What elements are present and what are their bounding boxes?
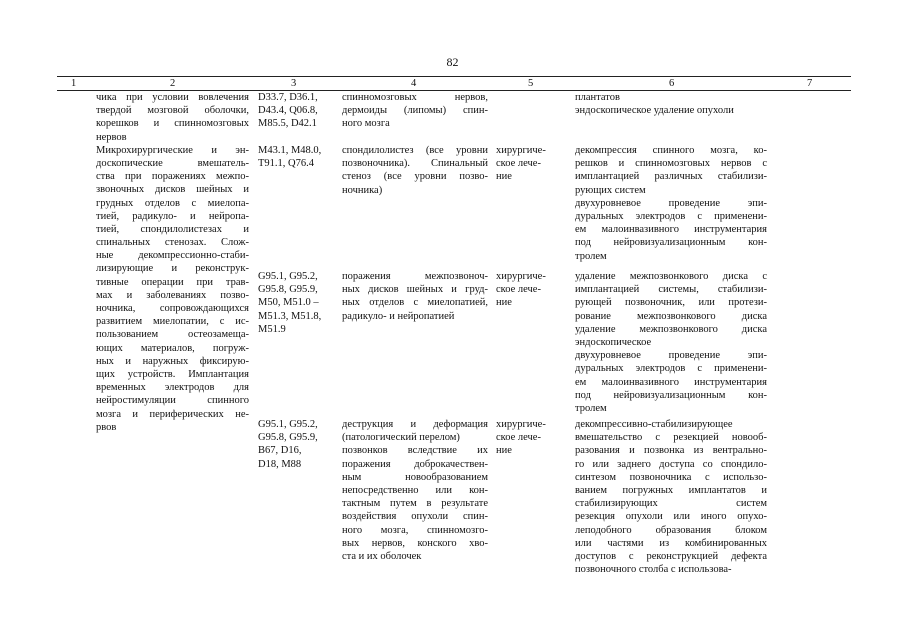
text-line: M50, M51.0 –: [258, 297, 319, 309]
col2-method-description: [96, 91, 249, 434]
text-line: под нейровизуализационным кон-: [575, 389, 767, 401]
text-line: стеноз (все уровни позво-: [342, 171, 488, 183]
col5-treatment-c: [496, 270, 564, 310]
text-line: щих устройств. Имплантация: [96, 368, 249, 380]
text-line: двухуровневое проведение эпи-: [575, 350, 767, 362]
text-line: (патологический перелом): [342, 432, 460, 444]
col4-patient-model-d: [342, 418, 488, 563]
text-line: поражения межпозвоноч-: [342, 271, 488, 282]
text-line: имплантацией различных стабилизи-: [575, 171, 767, 183]
text-line: или частями из комбинированных: [575, 537, 767, 549]
text-line: тией, спондилолистезах и: [96, 223, 249, 235]
col6-method-c: [575, 270, 767, 415]
text-line: решков и спинномозговых нервов с: [575, 158, 767, 170]
text-line: спинномозговых нервов,: [342, 92, 488, 103]
text-line: позвоночника). Спинальный: [342, 158, 488, 170]
text-line: рующей позвоночник, или протези-: [575, 297, 767, 309]
col3-codes-c: [258, 270, 334, 336]
col6-method-b: [575, 144, 767, 263]
col4-patient-model-b: [342, 144, 488, 197]
header-col-2: 2: [170, 78, 176, 89]
text-line: G95.8, G95.9,: [258, 432, 318, 444]
text-line: радикуло- и нейропатией: [342, 310, 455, 322]
text-line: G95.1, G95.2,: [258, 419, 318, 430]
text-line: леподобного образования блоком: [575, 524, 767, 536]
text-line: спинальных стенозах. Слож-: [96, 237, 249, 249]
header-col-6: 6: [669, 78, 675, 89]
text-line: нейростимуляции спинного: [96, 395, 249, 407]
text-line: ного мозга, спинномозго-: [342, 524, 488, 536]
text-line: тактным путем в результате: [342, 498, 488, 510]
text-line: рование межпозвонкового диска: [575, 310, 767, 322]
text-line: M51.3, M51.8,: [258, 310, 322, 322]
text-line: ные декомпрессионно-стаби-: [96, 250, 249, 262]
text-line: M43.1, M48.0,: [258, 145, 322, 156]
text-line: ночника): [342, 184, 383, 196]
text-line: ванием погружных имплантатов и: [575, 484, 767, 496]
text-line: позвонков вследствие их: [342, 445, 488, 457]
text-line: ющих материалов, погруж-: [96, 342, 249, 354]
text-line: декомпрессия спинного мозга, ко-: [575, 145, 767, 156]
text-line: ние: [496, 445, 512, 457]
text-line: хирургиче-: [496, 271, 546, 282]
text-line: воздействия опухоли спин-: [342, 511, 488, 523]
text-line: дуральных электродов с применени-: [575, 363, 767, 375]
text-line: M85.5, D42.1: [258, 118, 317, 130]
header-col-3: 3: [291, 78, 297, 89]
text-line: двухуровневое проведение эпи-: [575, 197, 767, 209]
text-line: ным новообразованием: [342, 471, 488, 483]
col3-codes-b: [258, 144, 334, 170]
text-line: дермоиды (липомы) спин-: [342, 105, 488, 117]
text-line: плантатов: [575, 92, 620, 103]
text-line: ных и наружных фиксирую-: [96, 355, 249, 367]
text-line: рующих систем: [575, 184, 646, 196]
header-col-1: 1: [71, 78, 77, 89]
text-line: декомпрессивно-стабилизирующее: [575, 419, 733, 430]
header-col-7: 7: [807, 78, 813, 89]
col3-codes-a: [258, 91, 334, 131]
text-line: развитием миелопатии, с ис-: [96, 316, 249, 328]
text-line: синтезом позвоночника с использо-: [575, 471, 767, 483]
text-line: непосредственно или кон-: [342, 484, 488, 496]
text-line: ское лече-: [496, 284, 541, 296]
text-line: T91.1, Q76.4: [258, 158, 314, 170]
text-line: эндоскопическое удаление опухоли: [575, 105, 734, 117]
text-line: поражения доброкачествен-: [342, 458, 488, 470]
text-line: ства при поражениях межпо-: [96, 171, 249, 183]
col5-treatment-b: [496, 144, 564, 184]
text-line: чика при условии вовлечения: [96, 92, 249, 103]
text-line: хирургиче-: [496, 419, 546, 430]
text-line: D33.7, D36.1,: [258, 92, 318, 103]
text-line: ночника, сопровождающихся: [96, 303, 249, 314]
text-line: G95.8, G95.9,: [258, 284, 318, 296]
header-col-4: 4: [411, 78, 417, 89]
text-line: разования и позвонка из вентрально-: [575, 445, 767, 457]
col3-codes-d: [258, 418, 334, 471]
text-line: доскопические вмешатель-: [96, 157, 249, 169]
text-line: G95.1, G95.2,: [258, 271, 318, 282]
text-line: имплантацией системы, стабилизи-: [575, 284, 767, 296]
col4-patient-model-a: [342, 91, 488, 131]
text-line: B67, D16,: [258, 445, 302, 457]
col4-patient-model-c: [342, 270, 488, 323]
text-line: позвоночного столба с использова-: [575, 564, 732, 576]
text-line: ных отделов с миелопатией,: [342, 297, 488, 309]
text-line: го или заднего доступа со спондило-: [575, 458, 767, 470]
text-line: грудных отделов с миелопа-: [96, 197, 249, 209]
text-line: удаление межпозвонкового диска: [575, 323, 767, 335]
text-line: ние: [496, 297, 512, 309]
text-line: тролем: [575, 402, 607, 414]
text-line: ста и их оболочек: [342, 550, 422, 562]
header-col-5: 5: [528, 78, 534, 89]
text-line: тивные операции при трав-: [96, 276, 249, 288]
text-line: ных дисков шейных и груд-: [342, 284, 488, 296]
text-line: звоночных дисков шейных и: [96, 184, 249, 196]
text-line: доступов с реконструкцией дефекта: [575, 550, 767, 562]
text-line: ем малоинвазивного инструментария: [575, 224, 767, 236]
text-line: стабилизирующих систем: [575, 498, 767, 510]
text-line: под нейровизуализационным кон-: [575, 237, 767, 249]
text-line: вмешательство с резекцией новооб-: [575, 432, 767, 444]
text-line: ние: [496, 171, 512, 183]
text-line: тролем: [575, 250, 607, 262]
text-line: тией, радикуло- и нейропа-: [96, 210, 249, 222]
text-line: ское лече-: [496, 158, 541, 170]
text-line: эндоскопическое: [575, 336, 652, 348]
text-line: дуральных электродов с применени-: [575, 210, 767, 222]
text-line: мах и заболеваниях позво-: [96, 289, 249, 301]
text-line: рвов: [96, 421, 117, 433]
text-line: ское лече-: [496, 432, 541, 444]
text-line: спондилолистез (все уровни: [342, 145, 488, 156]
col6-method-a: [575, 91, 767, 117]
text-line: D43.4, Q06.8,: [258, 105, 318, 117]
text-line: хирургиче-: [496, 145, 546, 156]
text-line: M51.9: [258, 323, 286, 335]
text-line: нервов: [96, 131, 127, 143]
col6-method-d: [575, 418, 767, 576]
text-line: вых нервов, конского хво-: [342, 537, 488, 549]
text-line: корешков и спинномозговых: [96, 118, 249, 130]
col5-treatment-d: [496, 418, 564, 458]
text-line: резекция опухоли или иного опухо-: [575, 511, 767, 523]
text-line: Микрохирургические и эн-: [96, 144, 249, 156]
text-line: деструкция и деформация: [342, 419, 488, 430]
text-line: ного мозга: [342, 118, 390, 130]
text-line: D18, M88: [258, 458, 302, 470]
table-header-row: [57, 76, 851, 91]
text-line: временных электродов для: [96, 382, 249, 394]
text-line: ем малоинвазивного инструментария: [575, 376, 767, 388]
text-line: пользованием остеозамеща-: [96, 329, 249, 341]
text-line: удаление межпозвонкового диска с: [575, 271, 767, 282]
text-line: твердой мозговой оболочки,: [96, 105, 249, 117]
page-number: 82: [446, 55, 459, 69]
text-line: мозга и периферических не-: [96, 408, 249, 420]
text-line: лизирующие и реконструк-: [96, 263, 249, 275]
